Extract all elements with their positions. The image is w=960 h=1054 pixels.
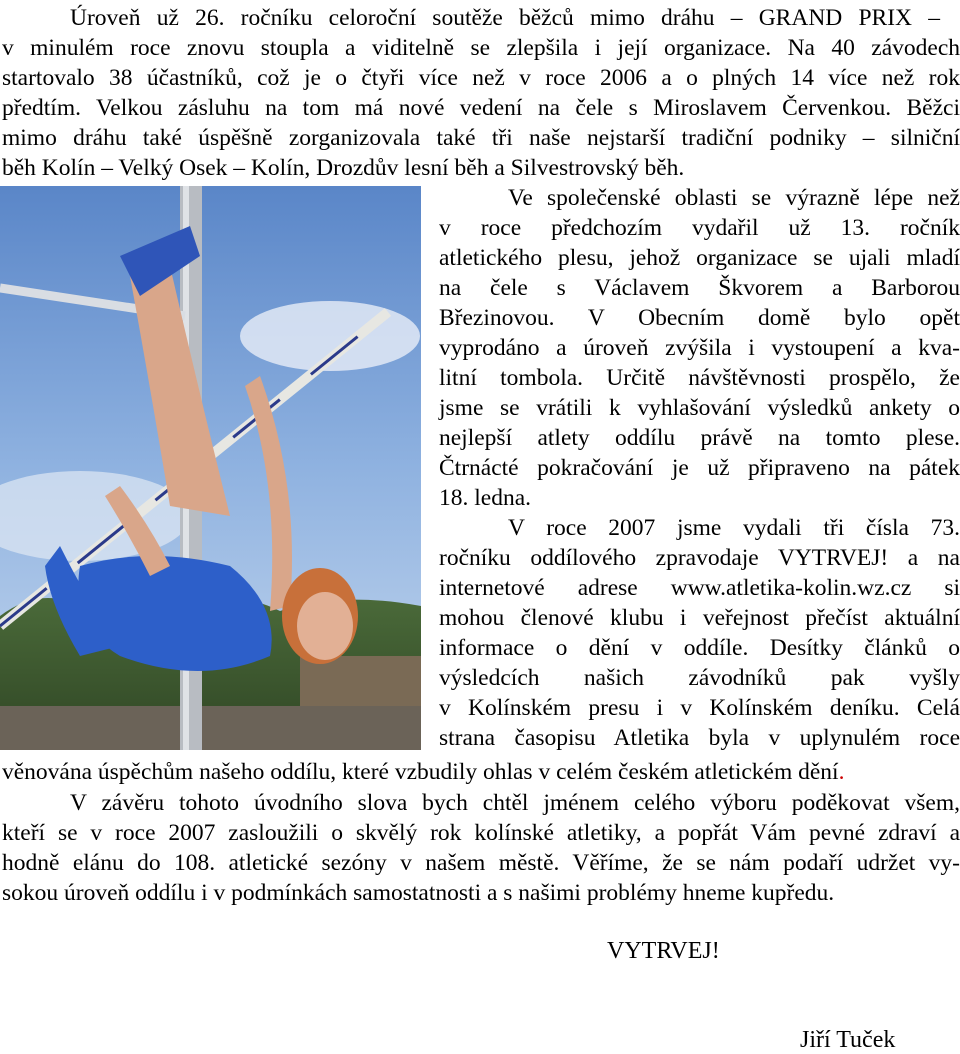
text-line: na čele s Václavem Škvorem a Barborou (439, 275, 960, 301)
text-line: startovalo 38 účastníků, což je o čtyři více než v roce 2006 a o plných 14 více než rok (2, 65, 960, 91)
text-line: mimo dráhu také úspěšně zorganizovala také tři naše nejstarší tradiční podniky – silniční (2, 125, 960, 151)
text-line: ročníku oddílového zpravodaje VYTRVEJ! a na (439, 545, 960, 571)
red-period: . (838, 759, 845, 785)
text-line: nejlepší atlety oddílu právě na tomto plese. (439, 425, 960, 451)
text-line: Čtrnácté pokračování je už připraveno na pátek (439, 455, 960, 481)
text-line: strana časopisu Atletika byla v uplynulém roce (439, 725, 960, 751)
text-line: litní tombola. Určitě návštěvnosti prospělo, že (439, 365, 960, 391)
text-line: v roce předchozím vydařil už 13. ročník (439, 215, 960, 241)
closing-motto: VYTRVEJ! (607, 938, 720, 964)
text-line: internetové adrese www.atletika-kolin.wz.cz si (439, 575, 960, 601)
photo-caption: Tereza Šlezová (140, 903, 267, 925)
text-line: sokou úroveň oddílu i v podmínkách samostatnosti a s našimi problémy hneme kupředu. (2, 880, 835, 906)
text-line: jsme se vrátili k vyhlašování výsledků ankety o (439, 395, 960, 421)
author-name: Jiří Tuček (800, 1027, 896, 1053)
text-line: informace o dění v oddíle. Desítky článků o (439, 635, 960, 661)
text-line: kteří se v roce 2007 zasloužili o skvělý rok kolínské atletiky, a popřát Vám pevné zdraví a (2, 820, 960, 846)
text-line: Úroveň už 26. ročníku celoroční soutěže běžců mimo dráhu – GRAND PRIX – (70, 5, 940, 31)
text-line: Březinovou. V Obecním domě bylo opět (439, 305, 960, 331)
text-line-content: věnována úspěchům našeho oddílu, které vzbudily ohlas v celém českém atletickém dění (2, 759, 839, 785)
text-line: běh Kolín – Velký Osek – Kolín, Drozdův lesní běh a Silvestrovský běh. (2, 155, 685, 181)
text-line: V závěru tohoto úvodního slova bych chtěl jménem celého výboru poděkovat všem, (70, 790, 960, 816)
text-line: hodně elánu do 108. atletické sezóny v našem městě. Věříme, že se nám podaří udržet vy- (2, 850, 960, 876)
athlete-image (0, 186, 421, 750)
text-line: mohou členové klubu i veřejnost přečíst aktuální (439, 605, 960, 631)
text-line (2, 757, 960, 787)
text-line: v minulém roce znovu stoupla a viditelně se zlepšila i její organizace. Na 40 závodech (2, 35, 960, 61)
text-line: výsledcích našich závodníků pak vyšly (439, 665, 960, 691)
text-line: v Kolínském presu i v Kolínském deníku. Celá (439, 695, 960, 721)
text-line: předtím. Velkou zásluhu na tom má nové vedení na čele s Miroslavem Červenkou. Běžci (2, 95, 960, 121)
text-line: Ve společenské oblasti se výrazně lépe než (508, 185, 960, 211)
text-line: V roce 2007 jsme vydali tři čísla 73. (508, 515, 960, 541)
text-line: vyprodáno a úroveň zvýšila i vystoupení a kva- (439, 335, 960, 361)
text-line: 18. ledna. (439, 485, 532, 511)
text-line: atletického plesu, jehož organizace se ujali mladí (439, 245, 960, 271)
